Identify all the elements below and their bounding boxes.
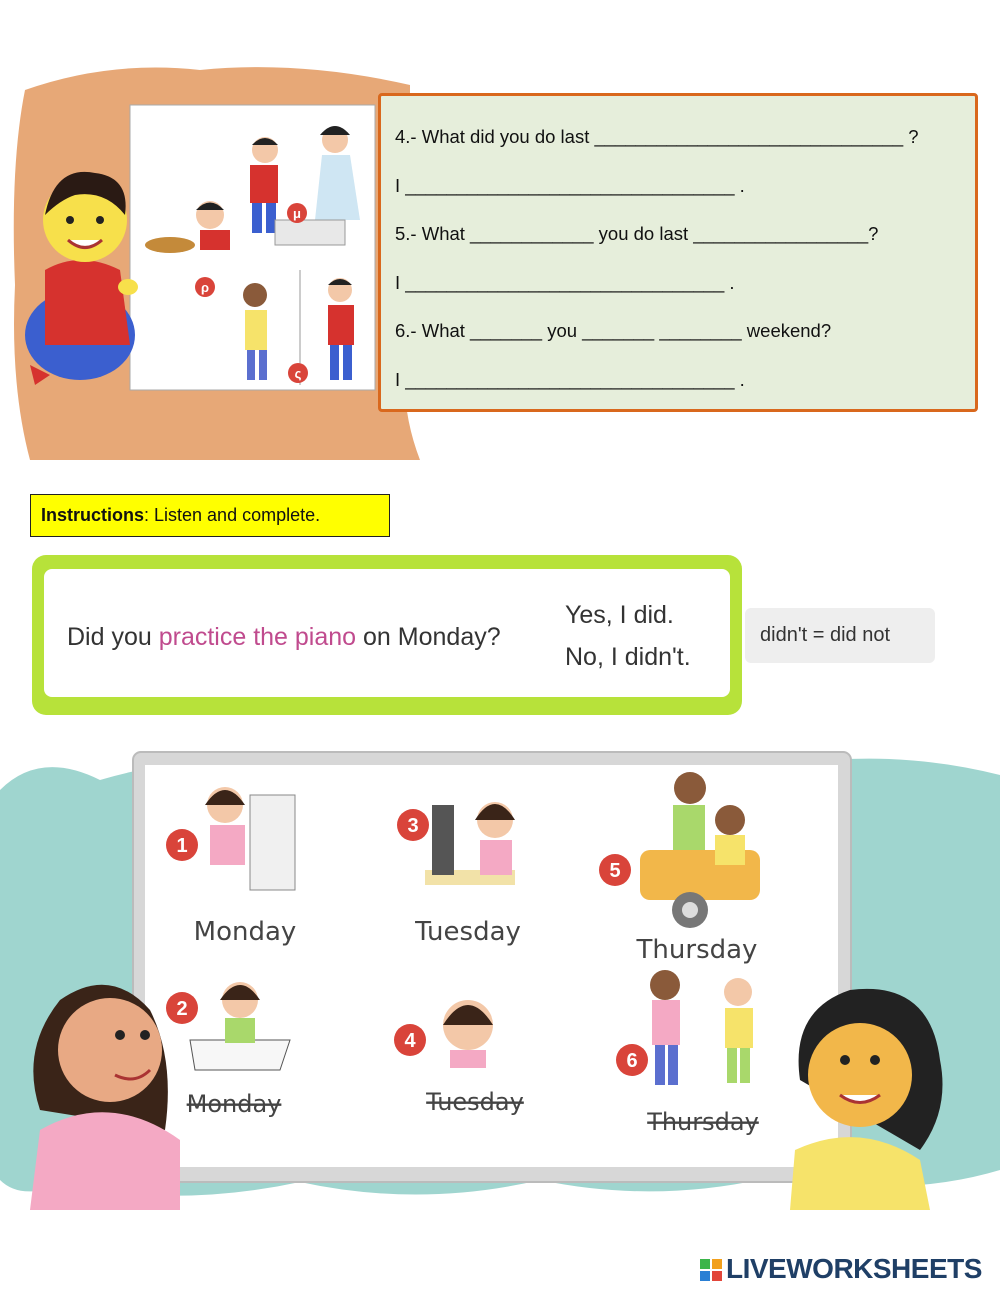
- svg-text:Tuesday: Tuesday: [415, 917, 521, 947]
- svg-text:2: 2: [176, 998, 188, 1020]
- logo-text: LIVEWORKSHEETS: [726, 1253, 982, 1284]
- svg-text:4: 4: [404, 1030, 416, 1052]
- badge-a: [287, 203, 307, 223]
- svg-text:Thursday: Thursday: [636, 935, 758, 965]
- liveworksheets-logo: [700, 1252, 995, 1286]
- svg-text:Monday: Monday: [193, 917, 297, 947]
- answer-5: I _______________________________ .: [395, 272, 735, 293]
- svg-text:ς: ς: [294, 366, 302, 381]
- instructions-label: Instructions: [41, 505, 145, 525]
- days-scene: [0, 730, 1000, 1210]
- svg-text:Tuesday: Tuesday: [426, 1088, 524, 1116]
- example-note: didn't = did not: [760, 624, 891, 646]
- question-6: 6.- What _______ you _______ ________ weekend?: [395, 320, 832, 341]
- example-question: Did you practice the piano on Monday?: [67, 623, 501, 651]
- badge-b: [195, 277, 215, 297]
- questions-box: [378, 93, 978, 412]
- svg-text:ρ: ρ: [200, 280, 210, 295]
- svg-text:μ: μ: [293, 206, 301, 221]
- answer-4: I ________________________________ .: [395, 175, 745, 196]
- example-strip: [30, 553, 950, 723]
- answer-6: I ________________________________ .: [395, 369, 745, 390]
- logo-mark-icon: [700, 1259, 722, 1281]
- svg-text:5: 5: [609, 860, 621, 882]
- question-5: 5.- What ____________ you do last _________________?: [395, 223, 879, 244]
- example-answer-yes: Yes, I did.: [565, 601, 674, 629]
- svg-text:Monday: Monday: [186, 1090, 282, 1118]
- example-answer-no: No, I didn't.: [565, 643, 691, 671]
- top-illustration: [0, 55, 440, 475]
- question-4: 4.- What did you do last ______________________________ ?: [395, 126, 919, 147]
- instructions-text: : Listen and complete.: [144, 505, 321, 525]
- svg-text:6: 6: [626, 1050, 638, 1072]
- svg-text:1: 1: [176, 835, 188, 857]
- svg-text:3: 3: [407, 815, 419, 837]
- badge-c: [288, 363, 308, 383]
- svg-text:Thursday: Thursday: [647, 1108, 759, 1136]
- instructions-banner: [30, 494, 390, 537]
